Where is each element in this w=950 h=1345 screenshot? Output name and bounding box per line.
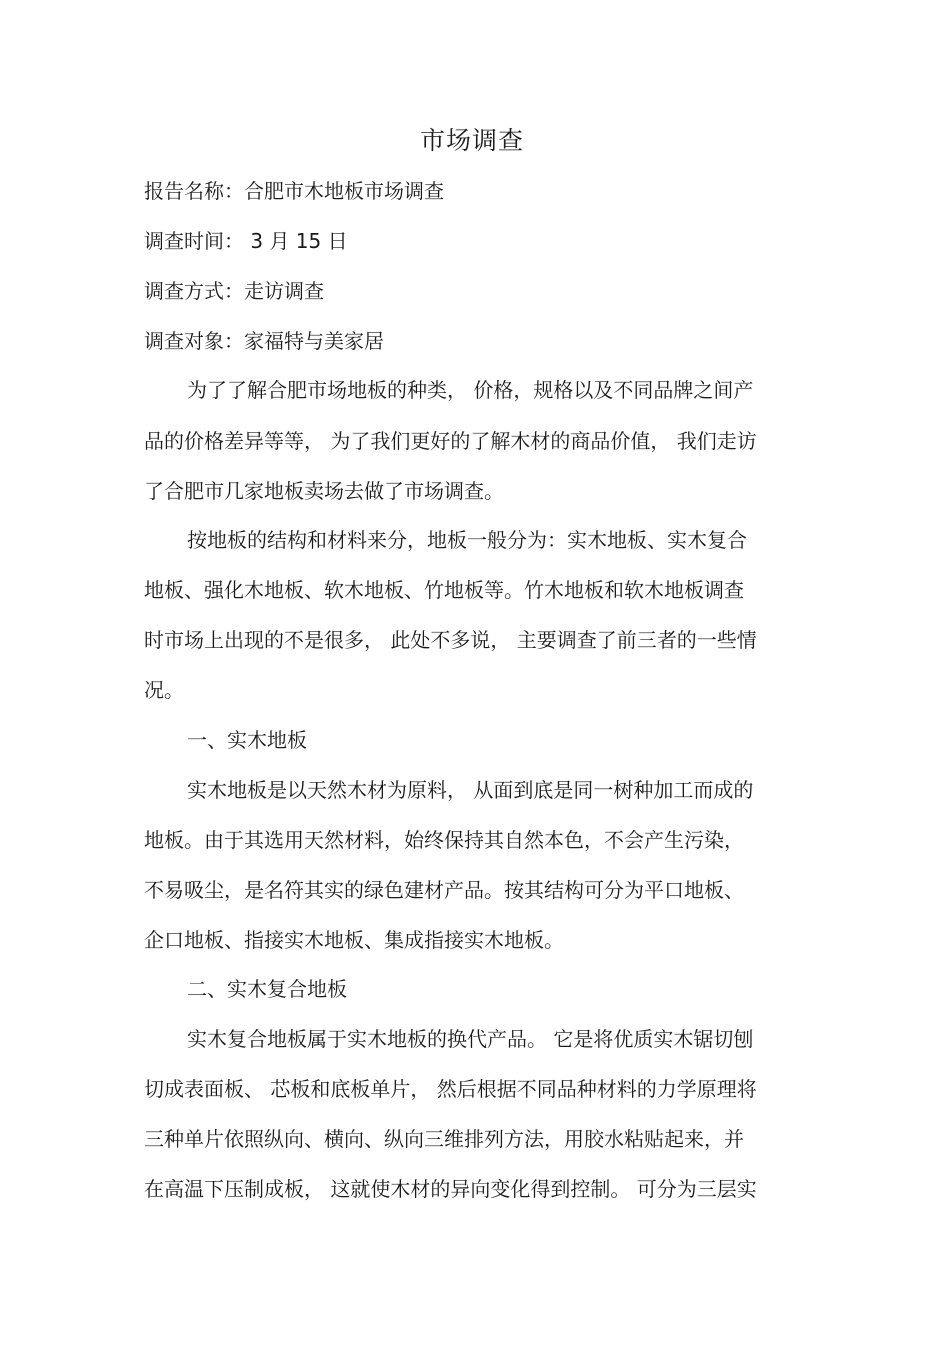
section-heading: 二、实木复合地板 — [187, 977, 347, 1001]
section1-paragraph-line: 企口地板、指接实木地板、集成指接实木地板。 — [144, 928, 564, 952]
section1-paragraph-line: 不易吸尘，是名符其实的绿色建材产品。按其结构可分为平口地板、 — [144, 878, 744, 902]
intro-paragraph-line: 了合肥市几家地板卖场去做了市场调查。 — [144, 479, 504, 503]
section2-paragraph-line: 三种单片依照纵向、横向、纵向三维排列方法，用胶水粘贴起来，并 — [144, 1127, 744, 1151]
classification-paragraph-line: 时市场上出现的不是很多， 此处不多说， 主要调查了前三者的一些情 — [144, 628, 757, 652]
intro-paragraph-line: 品的价格差异等等， 为了我们更好的了解木材的商品价值， 我们走访 — [144, 429, 757, 453]
document-title: 市场调查 — [419, 126, 524, 155]
section1-paragraph-line: 地板。由于其选用天然材料，始终保持其自然本色，不会产生污染， — [144, 828, 744, 852]
section2-paragraph-line: 切成表面板、 芯板和底板单片， 然后根据不同品种材料的力学原理将 — [144, 1077, 757, 1101]
survey-method-line: 调查方式：走访调查 — [144, 279, 324, 303]
section-heading: 一、实木地板 — [187, 728, 307, 752]
classification-paragraph-line: 按地板的结构和材料来分，地板一般分为：实木地板、实木复合 — [187, 528, 747, 552]
classification-paragraph-line: 地板、强化木地板、软木地板、竹地板等。竹木地板和软木地板调查 — [144, 578, 744, 602]
classification-paragraph-line: 况。 — [144, 678, 184, 702]
section2-paragraph-line: 在高温下压制成板， 这就使木材的异向变化得到控制。 可分为三层实 — [144, 1177, 757, 1201]
survey-object-line: 调查对象：家福特与美家居 — [144, 329, 384, 353]
section1-paragraph-line: 实木地板是以天然木材为原料， 从面到底是同一树种加工而成的 — [187, 778, 754, 802]
survey-time-line: 调查时间： 3 月 15 日 — [144, 229, 348, 253]
report-name-line: 报告名称：合肥市木地板市场调查 — [144, 179, 444, 203]
section2-paragraph-line: 实木复合地板属于实木地板的换代产品。 它是将优质实木锯切刨 — [187, 1027, 754, 1051]
intro-paragraph-line: 为了了解合肥市场地板的种类， 价格，规格以及不同品牌之间产 — [187, 378, 754, 402]
